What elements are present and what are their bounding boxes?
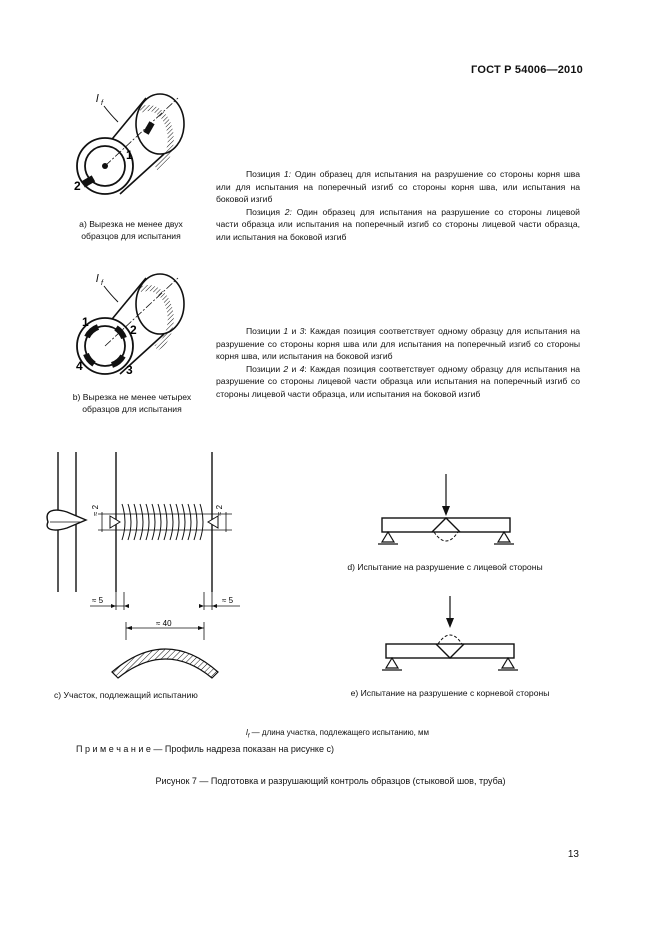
figure-b-lf-subscript: f (101, 280, 103, 287)
figure-b-position-1: 1 (82, 315, 89, 329)
figure-b-description (216, 325, 580, 401)
figure-a-caption-line2: образцов для испытания (81, 231, 181, 241)
figure-b-caption-line1: b) Вырезка не менее четырех (72, 392, 192, 402)
figure-d-face-test-drawing (374, 474, 518, 554)
figure-c-dim-right: ≈ 5 (222, 596, 234, 605)
figure-a-lf-label: l (96, 93, 99, 105)
note-text: — Профиль надреза показан на рисунке с) (150, 744, 334, 754)
figure-a-position-1: 1 (126, 148, 133, 162)
note-label: П р и м е ч а н и е (76, 744, 151, 754)
figure-e-caption: е) Испытание на разрушение с корневой стороны (350, 688, 550, 698)
figure-c-dim-v-right: ≈ 2 (215, 504, 224, 516)
figure-b-positions-1-3-text: Позиции 1 и 3: Каждая позиция соответствует одному образцу для испытания на разрушение со стороны корня шва или для испытания на поперечный изгиб со стороны корня шва, или испытания на боковой изгиб (216, 326, 580, 362)
figure-a-position-2-text: Позиция 2: Один образец для испытания на разрушение со стороны лицевой части образца или испытания на поперечный изгиб со стороны лицевой части образца, или испытания на боковой изгиб (216, 206, 580, 242)
legend (246, 728, 429, 740)
figure-title: Рисунок 7 — Подготовка и разрушающий контроль образцов (стыковой шов, труба) (155, 776, 506, 786)
figure-a-position-1-text: Позиция 1: Один образец для испытания на разрушение со стороны корня шва или для испытания на поперечный изгиб со стороны корня шва, или испытания на боковой изгиб (216, 169, 580, 205)
figure-d-caption: d) Испытание на разрушение с лицевой стороны (347, 562, 543, 572)
figure-a-caption (56, 218, 206, 242)
figure-c-dim-top: ≈ 40 (156, 619, 172, 628)
figure-c-dim-v-left: ≈ 2 (91, 504, 100, 516)
figure-c-dim-left: ≈ 5 (92, 596, 104, 605)
figure-a-lf-subscript: f (101, 100, 103, 107)
figure-a-description (216, 168, 580, 244)
standard-number: ГОСТ Р 54006—2010 (471, 64, 583, 76)
figure-b-position-4: 4 (76, 359, 83, 373)
figure-c-test-area-drawing (40, 446, 260, 682)
figure-b-position-3: 3 (126, 363, 133, 377)
figure-a-position-2: 2 (74, 179, 81, 193)
legend-text: — длина участка, подлежащего испытанию, мм (249, 728, 430, 737)
figure-e-root-test-drawing (378, 596, 522, 676)
figure-b-positions-2-4-text: Позиции 2 и 4: Каждая позиция соответствует одному образцу для испытания на разрушение со стороны лицевой части образца или испытания на поперечный изгиб со стороны лицевой части образца, или испытания на боковой изгиб (216, 363, 580, 399)
figure-a-pipe-drawing (60, 84, 200, 204)
legend-symbol: l (246, 728, 248, 737)
figure-b-lf-label: l (96, 273, 99, 285)
figure-b-pipe-drawing (60, 262, 200, 386)
note (76, 744, 334, 754)
legend-symbol-subscript: f (247, 733, 250, 740)
figure-b-position-2: 2 (130, 323, 137, 337)
figure-b-caption-line2: образцов для испытания (82, 404, 182, 414)
page-number: 13 (567, 849, 579, 860)
figure-a-caption-line1: а) Вырезка не менее двух (79, 219, 183, 229)
figure-c-caption: с) Участок, подлежащий испытанию (54, 690, 198, 700)
figure-b-caption (52, 391, 212, 415)
